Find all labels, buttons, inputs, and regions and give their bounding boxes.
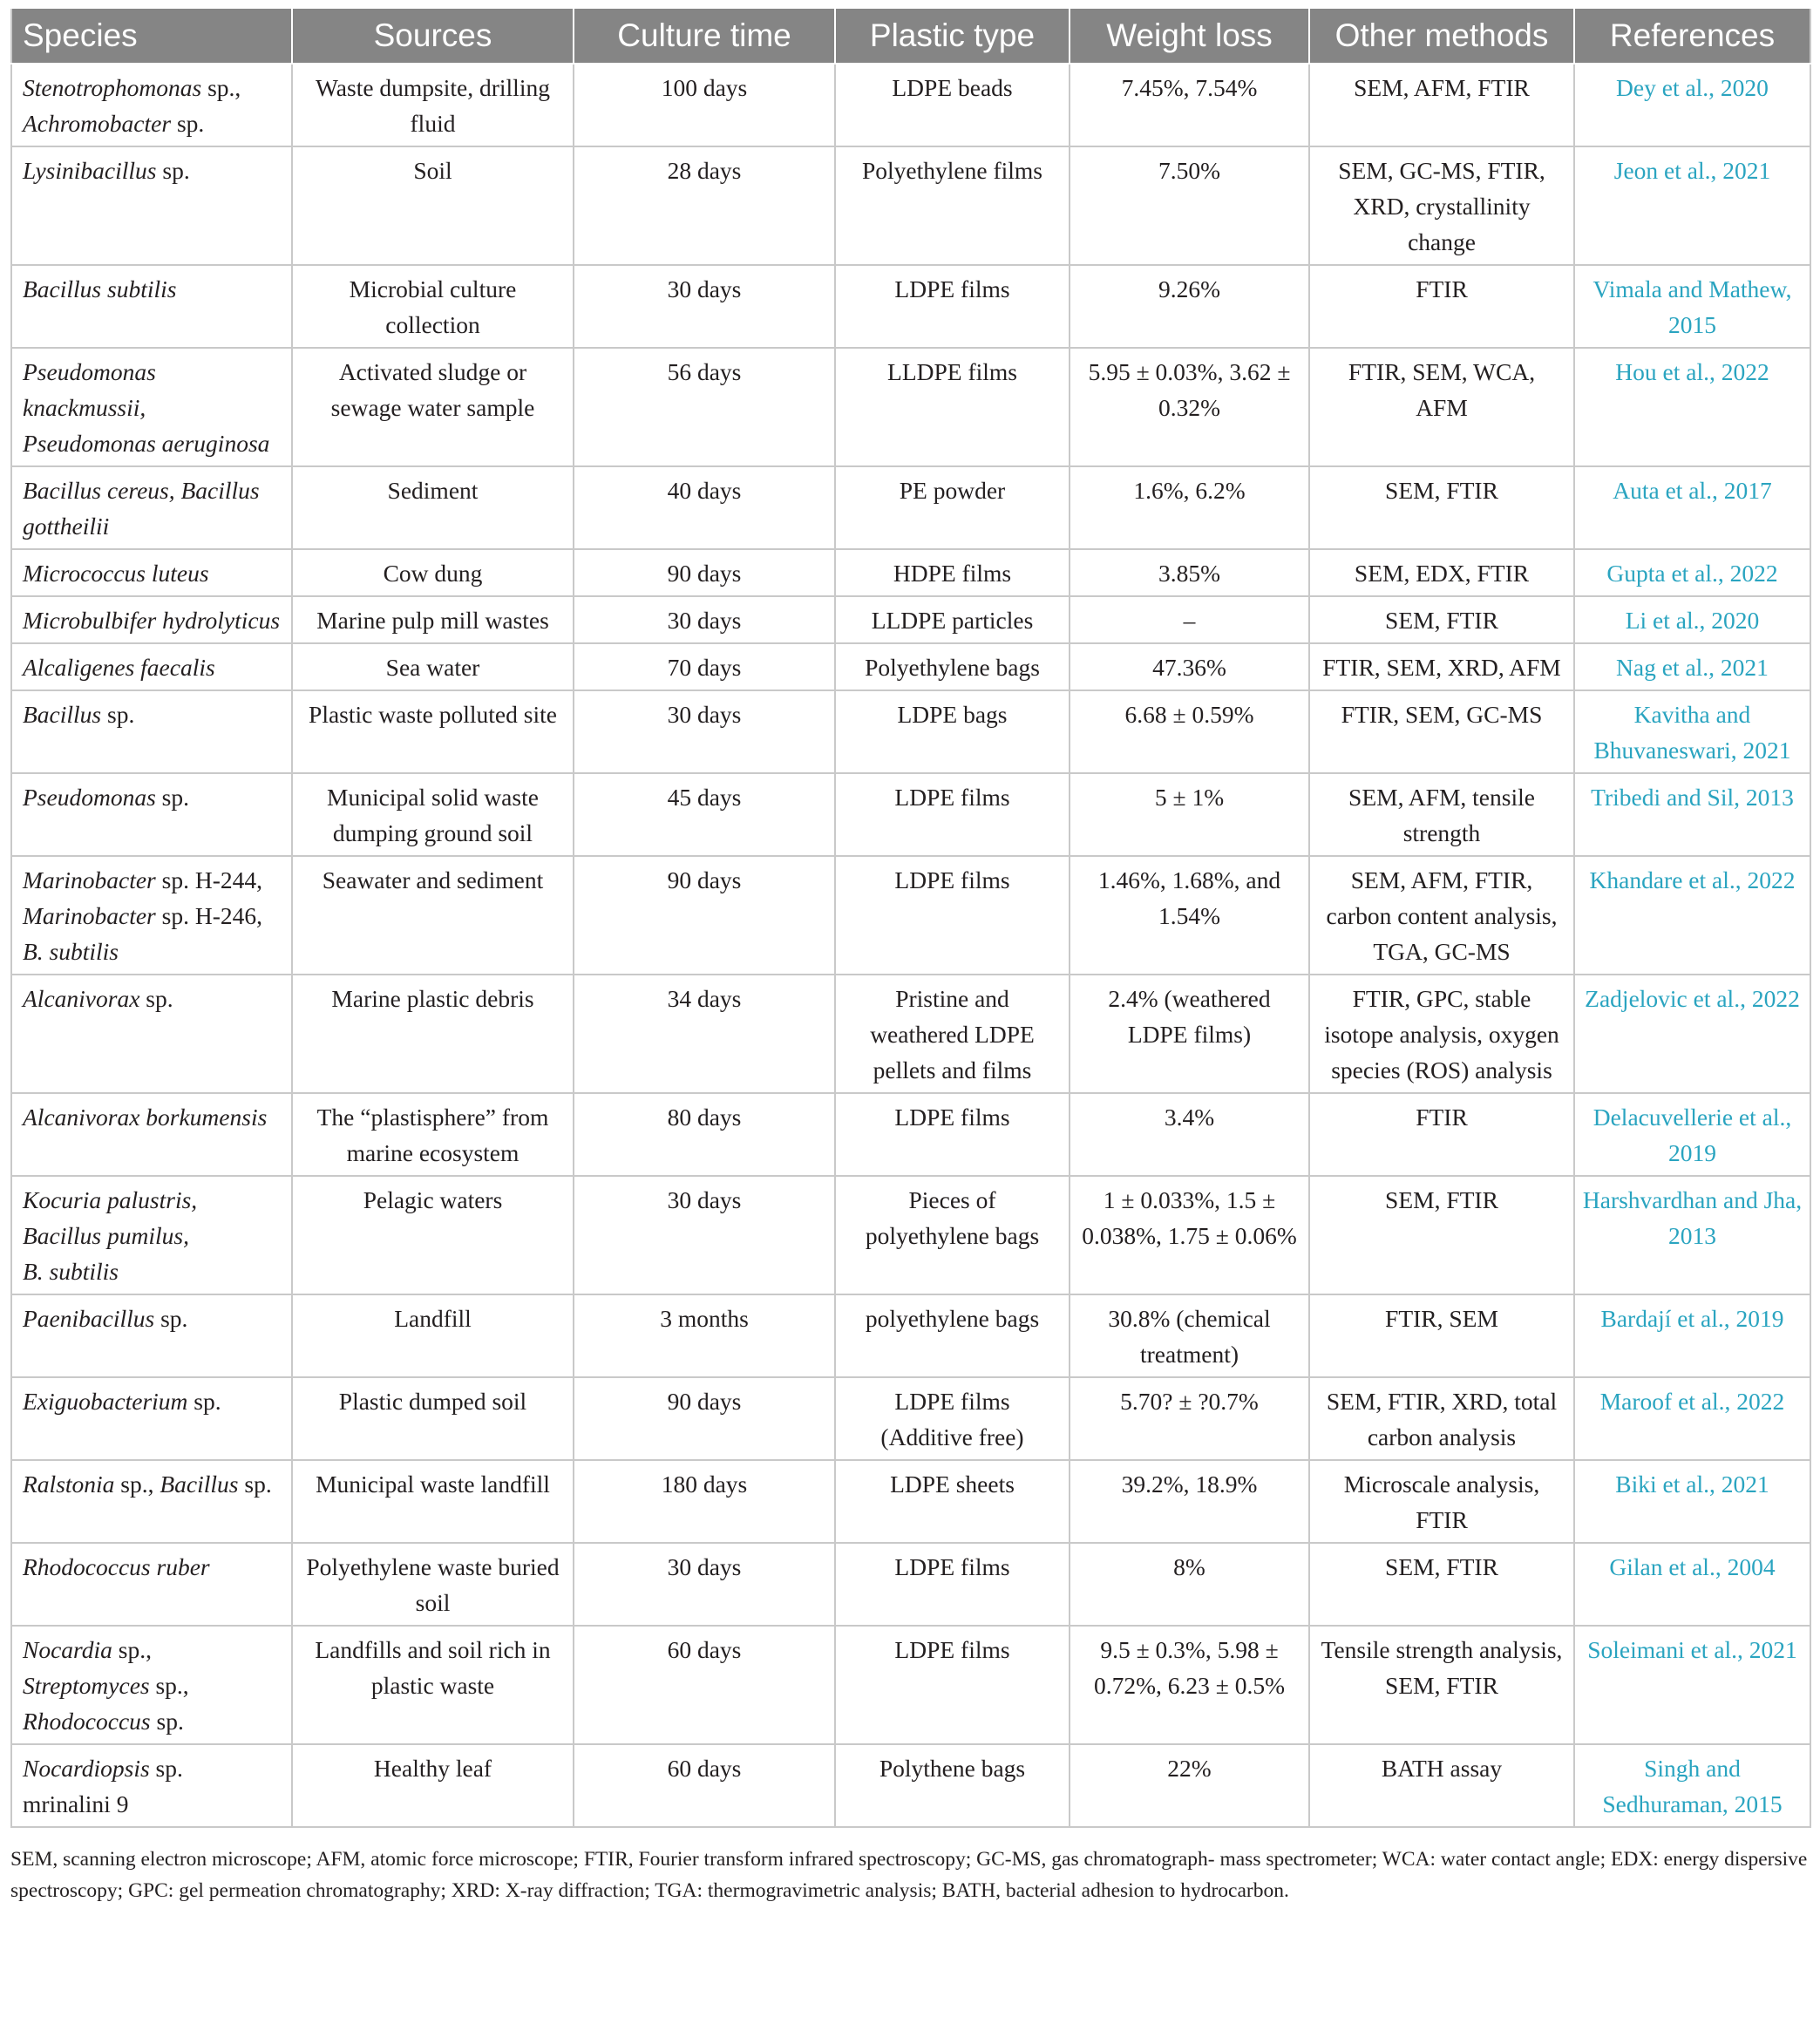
cell-culture-time: 30 days [574, 265, 835, 348]
cell-reference-link[interactable]: Bardají et al., 2019 [1574, 1294, 1810, 1377]
cell-weight-loss: 3.85% [1070, 549, 1309, 596]
species-text: sp., [114, 1471, 160, 1498]
cell-reference-link[interactable]: Gilan et al., 2004 [1574, 1543, 1810, 1626]
cell-plastic-type: LDPE films (Additive free) [835, 1377, 1070, 1460]
cell-weight-loss: 9.26% [1070, 265, 1309, 348]
cell-source: Healthy leaf [292, 1744, 574, 1827]
species-text: Microbulbifer hydrolyticus [23, 607, 281, 634]
table-row [11, 856, 1810, 975]
cell-other-methods: FTIR [1309, 1093, 1574, 1176]
cell-plastic-type: Pieces of polyethylene bags [835, 1176, 1070, 1294]
cell-plastic-type: LDPE films [835, 1543, 1070, 1626]
cell-culture-time: 40 days [574, 466, 835, 549]
table-container [10, 9, 1810, 1906]
species-text: Streptomyces [23, 1672, 150, 1699]
cell-source: Landfills and soil rich in plastic waste [292, 1626, 574, 1744]
species-text: sp. [156, 157, 190, 184]
cell-plastic-type: polyethylene bags [835, 1294, 1070, 1377]
species-text: sp. [101, 701, 135, 728]
cell-plastic-type: Polythene bags [835, 1744, 1070, 1827]
species-text: sp. [238, 1471, 272, 1498]
cell-source: Activated sludge or sewage water sample [292, 348, 574, 466]
species-text: Micrococcus luteus [23, 560, 209, 587]
cell-species [11, 549, 292, 596]
cell-reference-link[interactable]: Kavitha and Bhuvaneswari, 2021 [1574, 690, 1810, 773]
cell-species [11, 856, 292, 975]
table-row [11, 1543, 1810, 1626]
cell-source: Plastic waste polluted site [292, 690, 574, 773]
cell-reference-link[interactable]: Zadjelovic et al., 2022 [1574, 975, 1810, 1093]
cell-reference-link[interactable]: Gupta et al., 2022 [1574, 549, 1810, 596]
cell-other-methods: SEM, AFM, FTIR [1309, 64, 1574, 146]
cell-species [11, 773, 292, 856]
cell-weight-loss: 5.95 ± 0.03%, 3.62 ± 0.32% [1070, 348, 1309, 466]
species-text: Bacillus cereus, Bacillus gottheilii [23, 477, 260, 540]
table-row [11, 596, 1810, 643]
data-table [10, 9, 1811, 1828]
cell-other-methods: FTIR, SEM, XRD, AFM [1309, 643, 1574, 690]
cell-species [11, 596, 292, 643]
species-text: B. subtilis [23, 1258, 119, 1285]
species-text: Pseudomonas knackmussii, [23, 358, 156, 421]
species-text: Exiguobacterium [23, 1388, 188, 1415]
header-culture-time: Culture time [574, 9, 835, 64]
cell-source: Municipal solid waste dumping ground soil [292, 773, 574, 856]
species-text: sp., [112, 1636, 152, 1663]
cell-source: Soil [292, 146, 574, 265]
species-text: sp. [150, 1708, 184, 1735]
cell-reference-link[interactable]: Vimala and Mathew, 2015 [1574, 265, 1810, 348]
cell-source: Waste dumpsite, drilling fluid [292, 64, 574, 146]
cell-species [11, 643, 292, 690]
cell-other-methods: SEM, FTIR [1309, 596, 1574, 643]
table-row [11, 348, 1810, 466]
cell-plastic-type: LDPE sheets [835, 1460, 1070, 1543]
header-other-methods: Other methods [1309, 9, 1574, 64]
cell-weight-loss: 5 ± 1% [1070, 773, 1309, 856]
cell-culture-time: 60 days [574, 1744, 835, 1827]
cell-species [11, 1093, 292, 1176]
header-sources: Sources [292, 9, 574, 64]
table-row [11, 1093, 1810, 1176]
cell-culture-time: 30 days [574, 690, 835, 773]
cell-source: Plastic dumped soil [292, 1377, 574, 1460]
species-text: Bacillus subtilis [23, 275, 177, 302]
cell-plastic-type: HDPE films [835, 549, 1070, 596]
species-text: Nocardia [23, 1636, 112, 1663]
species-text: Kocuria palustris, [23, 1186, 198, 1213]
species-text: Rhodococcus ruber [23, 1553, 210, 1580]
cell-source: Seawater and sediment [292, 856, 574, 975]
table-row [11, 1294, 1810, 1377]
cell-culture-time: 90 days [574, 1377, 835, 1460]
cell-reference-link[interactable]: Hou et al., 2022 [1574, 348, 1810, 466]
species-text: Lysinibacillus [23, 157, 157, 184]
table-row [11, 1377, 1810, 1460]
cell-culture-time: 30 days [574, 1543, 835, 1626]
species-text: Marinobacter [23, 866, 156, 893]
cell-reference-link[interactable]: Li et al., 2020 [1574, 596, 1810, 643]
cell-plastic-type: LDPE beads [835, 64, 1070, 146]
cell-reference-link[interactable]: Tribedi and Sil, 2013 [1574, 773, 1810, 856]
cell-species [11, 1377, 292, 1460]
cell-weight-loss: 7.45%, 7.54% [1070, 64, 1309, 146]
cell-other-methods: SEM, EDX, FTIR [1309, 549, 1574, 596]
cell-species [11, 1543, 292, 1626]
cell-weight-loss: 9.5 ± 0.3%, 5.98 ± 0.72%, 6.23 ± 0.5% [1070, 1626, 1309, 1744]
cell-weight-loss: 6.68 ± 0.59% [1070, 690, 1309, 773]
cell-species [11, 1176, 292, 1294]
cell-culture-time: 80 days [574, 1093, 835, 1176]
species-text: sp. [155, 784, 189, 811]
cell-culture-time: 45 days [574, 773, 835, 856]
cell-plastic-type: LDPE films [835, 773, 1070, 856]
cell-culture-time: 90 days [574, 856, 835, 975]
cell-other-methods: SEM, FTIR [1309, 466, 1574, 549]
cell-weight-loss: 8% [1070, 1543, 1309, 1626]
cell-reference-link[interactable]: Delacuvellerie et al., 2019 [1574, 1093, 1810, 1176]
species-text: sp., [201, 74, 241, 101]
cell-culture-time: 90 days [574, 549, 835, 596]
species-text: Bacillus pumilus, [23, 1222, 189, 1249]
cell-reference-link[interactable]: Dey et al., 2020 [1574, 64, 1810, 146]
cell-culture-time: 34 days [574, 975, 835, 1093]
cell-reference-link[interactable]: Soleimani et al., 2021 [1574, 1626, 1810, 1744]
cell-source: Municipal waste landfill [292, 1460, 574, 1543]
species-text: sp. [149, 1755, 183, 1782]
cell-culture-time: 3 months [574, 1294, 835, 1377]
cell-other-methods: SEM, AFM, tensile strength [1309, 773, 1574, 856]
species-text: sp. [154, 1305, 188, 1332]
table-row [11, 690, 1810, 773]
cell-plastic-type: Pristine and weathered LDPE pellets and films [835, 975, 1070, 1093]
cell-species [11, 1744, 292, 1827]
cell-source: Landfill [292, 1294, 574, 1377]
cell-culture-time: 60 days [574, 1626, 835, 1744]
cell-weight-loss: 39.2%, 18.9% [1070, 1460, 1309, 1543]
cell-plastic-type: LDPE films [835, 265, 1070, 348]
cell-reference-link[interactable]: Maroof et al., 2022 [1574, 1377, 1810, 1460]
cell-plastic-type: PE powder [835, 466, 1070, 549]
table-row [11, 466, 1810, 549]
species-text: Ralstonia [23, 1471, 115, 1498]
table-row [11, 1744, 1810, 1827]
cell-other-methods: FTIR, SEM [1309, 1294, 1574, 1377]
table-row [11, 975, 1810, 1093]
cell-source: Marine plastic debris [292, 975, 574, 1093]
cell-reference-link[interactable]: Khandare et al., 2022 [1574, 856, 1810, 975]
species-text: Bacillus [160, 1471, 239, 1498]
species-text: Paenibacillus [23, 1305, 155, 1332]
cell-weight-loss: 1 ± 0.033%, 1.5 ± 0.038%, 1.75 ± 0.06% [1070, 1176, 1309, 1294]
cell-reference-link[interactable]: Auta et al., 2017 [1574, 466, 1810, 549]
species-text: B. subtilis [23, 938, 119, 965]
cell-other-methods: SEM, GC-MS, FTIR, XRD, crystallinity change [1309, 146, 1574, 265]
cell-other-methods: Tensile strength analysis, SEM, FTIR [1309, 1626, 1574, 1744]
table-row [11, 146, 1810, 265]
cell-culture-time: 100 days [574, 64, 835, 146]
cell-weight-loss: – [1070, 596, 1309, 643]
cell-other-methods: FTIR, SEM, WCA, AFM [1309, 348, 1574, 466]
cell-species [11, 466, 292, 549]
cell-weight-loss: 30.8% (chemical treatment) [1070, 1294, 1309, 1377]
cell-reference-link[interactable]: Nag et al., 2021 [1574, 643, 1810, 690]
species-text: sp. [187, 1388, 221, 1415]
cell-source: Cow dung [292, 549, 574, 596]
species-text: Rhodococcus [23, 1708, 151, 1735]
cell-plastic-type: Polyethylene films [835, 146, 1070, 265]
cell-weight-loss: 1.46%, 1.68%, and 1.54% [1070, 856, 1309, 975]
species-text: Stenotrophomonas [23, 74, 202, 101]
cell-source: The “plastisphere” from marine ecosystem [292, 1093, 574, 1176]
cell-plastic-type: LDPE films [835, 1093, 1070, 1176]
cell-species [11, 64, 292, 146]
species-text: Achromobacter [23, 110, 172, 137]
header-plastic-type: Plastic type [835, 9, 1070, 64]
cell-plastic-type: LDPE films [835, 856, 1070, 975]
table-row [11, 643, 1810, 690]
cell-culture-time: 70 days [574, 643, 835, 690]
table-row [11, 1626, 1810, 1744]
species-text: sp. H-244, [155, 866, 262, 893]
cell-species [11, 690, 292, 773]
header-row [11, 9, 1810, 64]
cell-culture-time: 56 days [574, 348, 835, 466]
cell-other-methods: SEM, FTIR, XRD, total carbon analysis [1309, 1377, 1574, 1460]
species-text: Alcanivorax [23, 985, 140, 1012]
species-text: sp. H-246, [155, 902, 262, 929]
cell-weight-loss: 2.4% (weathered LDPE films) [1070, 975, 1309, 1093]
cell-plastic-type: LLDPE films [835, 348, 1070, 466]
cell-species [11, 265, 292, 348]
cell-source: Marine pulp mill wastes [292, 596, 574, 643]
cell-weight-loss: 47.36% [1070, 643, 1309, 690]
table-row [11, 265, 1810, 348]
table-row [11, 1176, 1810, 1294]
header-references: References [1574, 9, 1810, 64]
cell-culture-time: 30 days [574, 1176, 835, 1294]
header-species: Species [11, 9, 292, 64]
cell-plastic-type: LLDPE particles [835, 596, 1070, 643]
species-text: Marinobacter [23, 902, 156, 929]
species-text: mrinalini 9 [23, 1790, 129, 1817]
cell-source: Microbial culture collection [292, 265, 574, 348]
table-row [11, 64, 1810, 146]
species-text: Nocardiopsis [23, 1755, 150, 1782]
table-row [11, 773, 1810, 856]
cell-source: Pelagic waters [292, 1176, 574, 1294]
cell-reference-link[interactable]: Jeon et al., 2021 [1574, 146, 1810, 265]
table-row [11, 549, 1810, 596]
cell-other-methods: FTIR, SEM, GC-MS [1309, 690, 1574, 773]
table-body [11, 64, 1810, 1827]
cell-other-methods: SEM, FTIR [1309, 1543, 1574, 1626]
cell-weight-loss: 7.50% [1070, 146, 1309, 265]
cell-reference-link[interactable]: Biki et al., 2021 [1574, 1460, 1810, 1543]
cell-weight-loss: 3.4% [1070, 1093, 1309, 1176]
cell-other-methods: FTIR [1309, 265, 1574, 348]
species-text: Pseudomonas aeruginosa [23, 430, 270, 457]
cell-species [11, 975, 292, 1093]
cell-species [11, 1460, 292, 1543]
cell-plastic-type: LDPE films [835, 1626, 1070, 1744]
header-weight-loss: Weight loss [1070, 9, 1309, 64]
table-row [11, 1460, 1810, 1543]
species-text: sp. [139, 985, 173, 1012]
cell-reference-link[interactable]: Singh and Sedhuraman, 2015 [1574, 1744, 1810, 1827]
species-text: sp. [171, 110, 205, 137]
cell-other-methods: Microscale analysis, FTIR [1309, 1460, 1574, 1543]
cell-source: Polyethylene waste buried soil [292, 1543, 574, 1626]
cell-culture-time: 28 days [574, 146, 835, 265]
cell-other-methods: BATH assay [1309, 1744, 1574, 1827]
cell-source: Sediment [292, 466, 574, 549]
cell-species [11, 146, 292, 265]
species-text: Bacillus [23, 701, 102, 728]
cell-weight-loss: 1.6%, 6.2% [1070, 466, 1309, 549]
cell-species [11, 1294, 292, 1377]
species-text: Alcaligenes faecalis [23, 654, 215, 681]
cell-other-methods: SEM, FTIR [1309, 1176, 1574, 1294]
cell-species [11, 1626, 292, 1744]
species-text: Alcanivorax borkumensis [23, 1104, 268, 1131]
cell-plastic-type: LDPE bags [835, 690, 1070, 773]
species-text: sp., [149, 1672, 189, 1699]
cell-weight-loss: 22% [1070, 1744, 1309, 1827]
species-text: Pseudomonas [23, 784, 156, 811]
cell-plastic-type: Polyethylene bags [835, 643, 1070, 690]
cell-source: Sea water [292, 643, 574, 690]
table-header [11, 9, 1810, 64]
table-footnote: SEM, scanning electron microscope; AFM, atomic force microscope; FTIR, Fourier transform infrared spectroscopy; GC-MS, gas chromatograph- mass spectrometer; WCA: water contact angle; EDX: energy dispersive spectroscopy; GPC: gel permeation chromatography; XRD: X-ray diffraction; TGA: thermogravimetric analysis; BATH, bacterial adhesion to hydrocarbon. [10, 1848, 1808, 1902]
cell-reference-link[interactable]: Harshvardhan and Jha, 2013 [1574, 1176, 1810, 1294]
cell-weight-loss: 5.70? ± ?0.7% [1070, 1377, 1309, 1460]
cell-culture-time: 180 days [574, 1460, 835, 1543]
cell-other-methods: SEM, AFM, FTIR, carbon content analysis, TGA, GC-MS [1309, 856, 1574, 975]
cell-species [11, 348, 292, 466]
cell-culture-time: 30 days [574, 596, 835, 643]
cell-other-methods: FTIR, GPC, stable isotope analysis, oxygen species (ROS) analysis [1309, 975, 1574, 1093]
